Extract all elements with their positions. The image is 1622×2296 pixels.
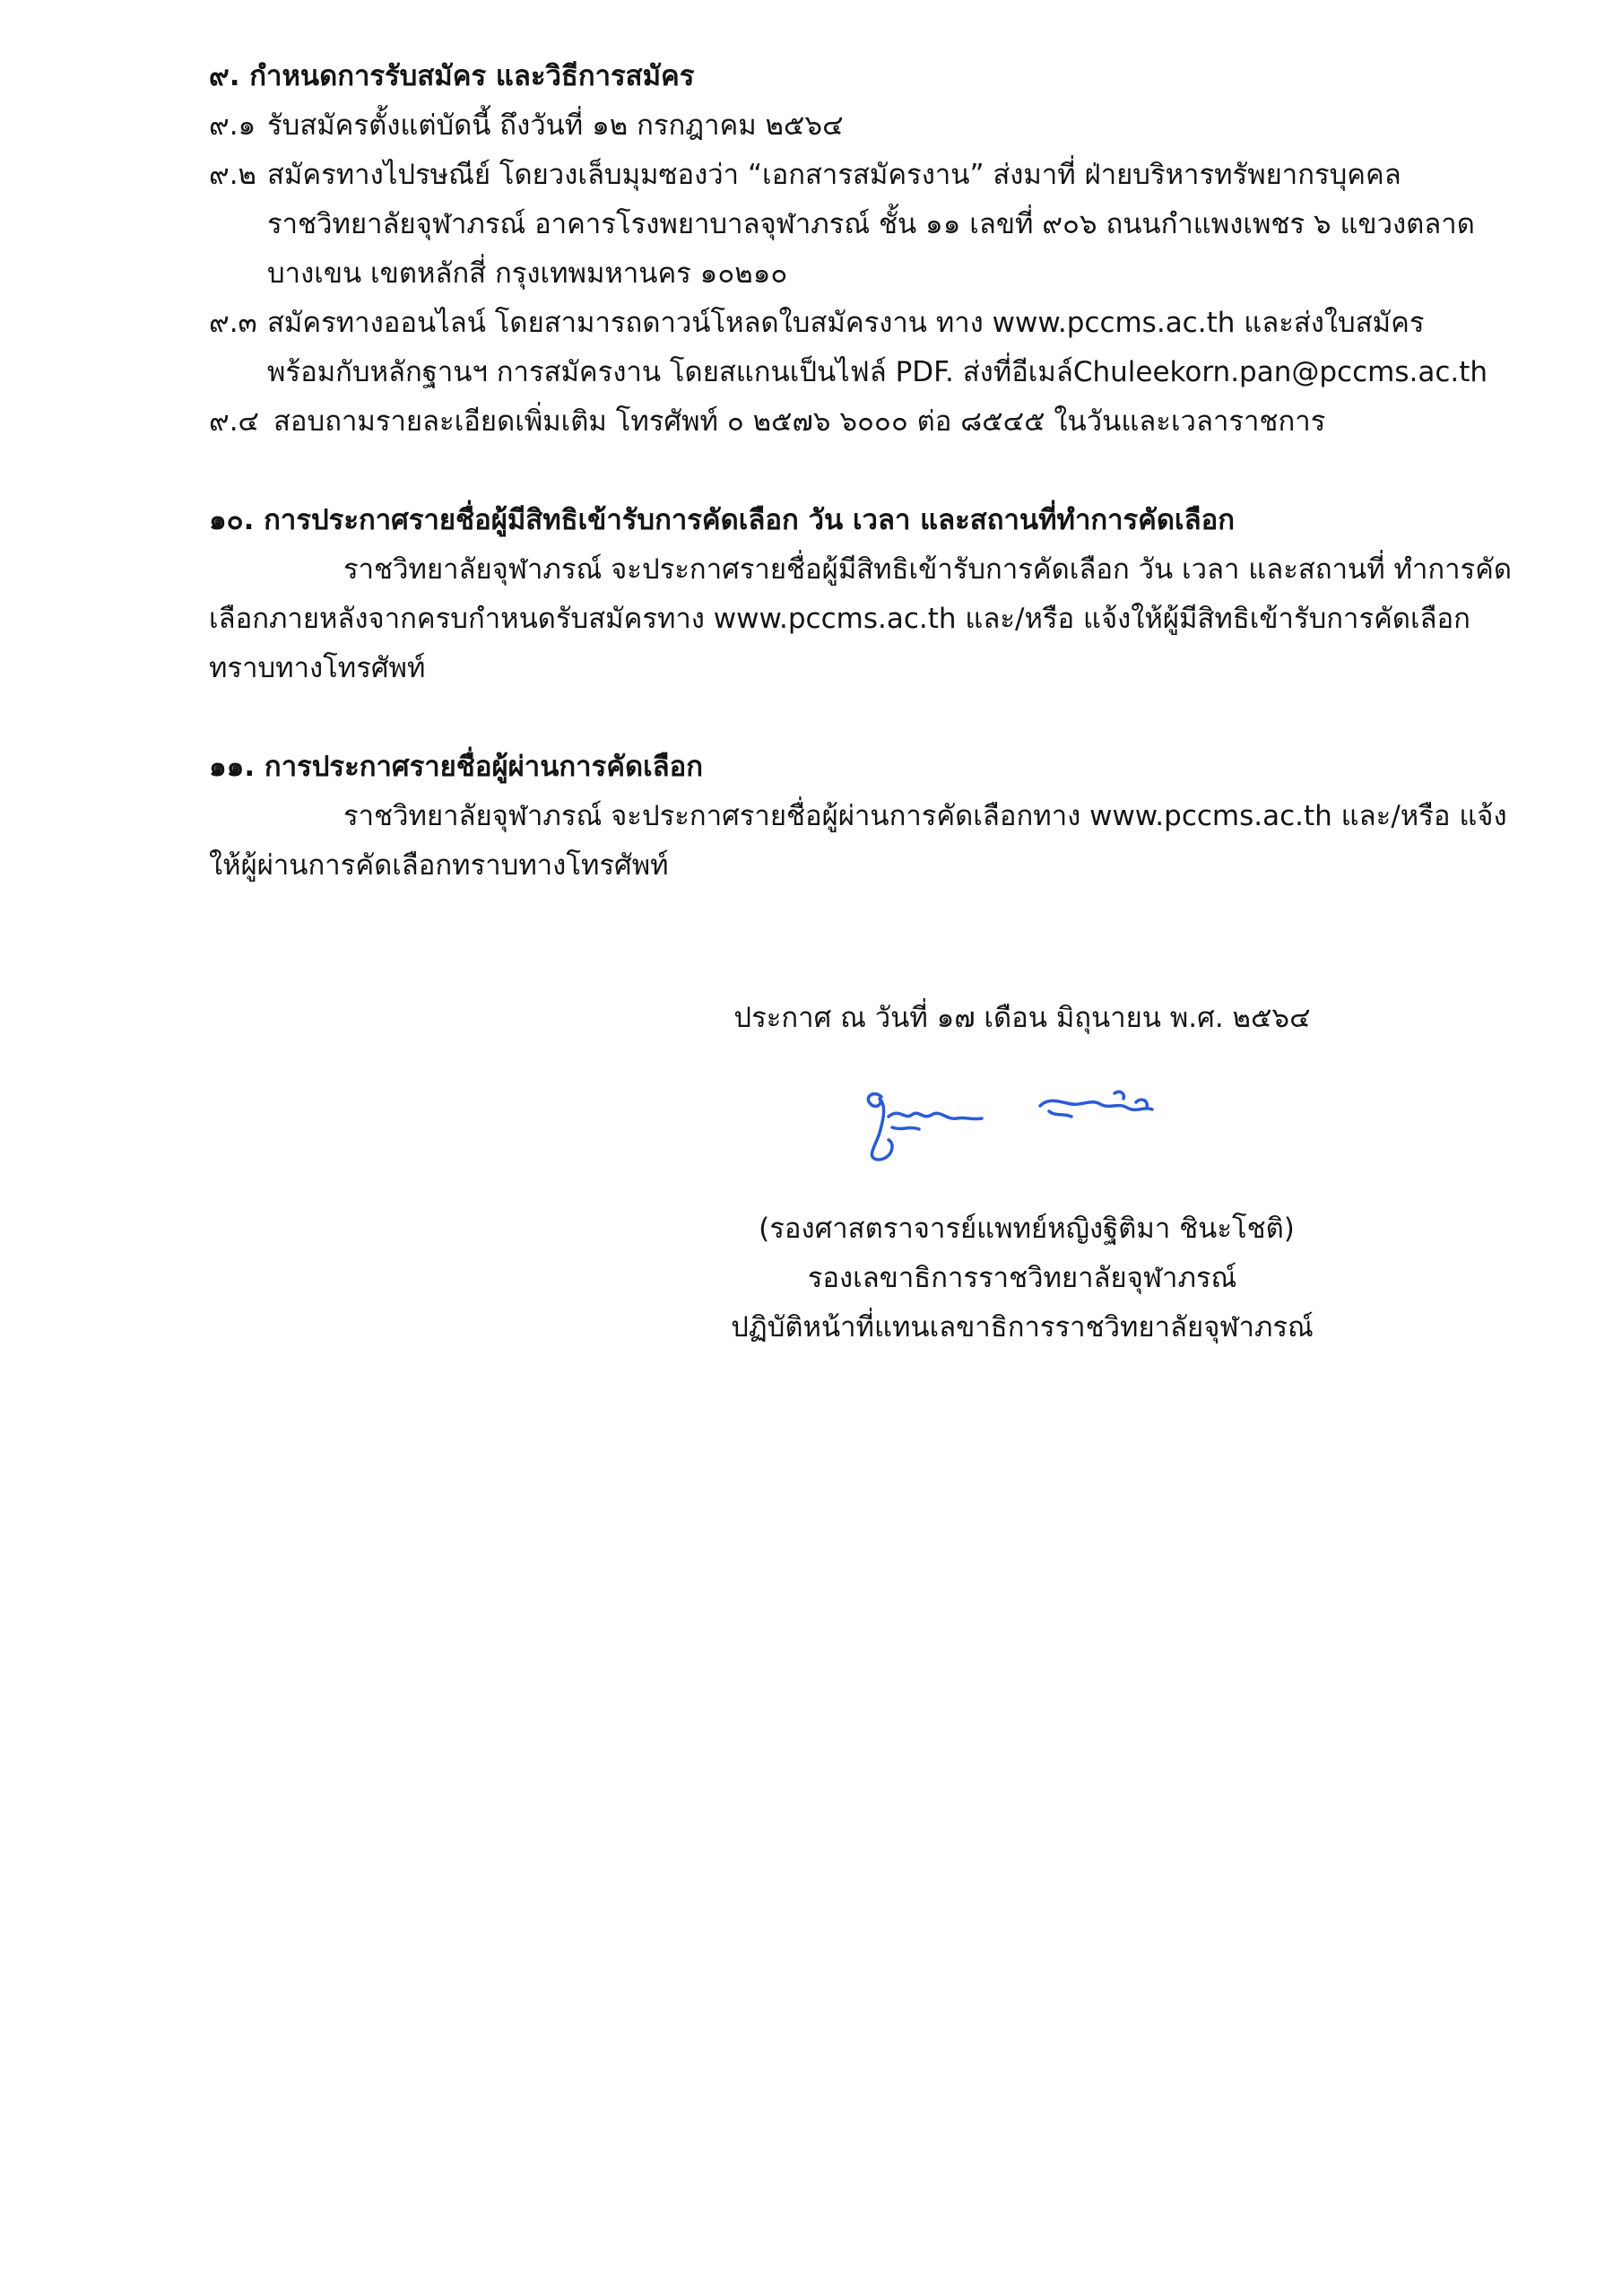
item-9-3-number: ๙.๓ xyxy=(209,307,257,339)
signature-image xyxy=(856,1081,1197,1170)
section-10-line-1: ราชวิทยาลัยจุฬาภรณ์ จะประกาศรายชื่อผู้มีสิทธิเข้ารับการคัดเลือก วัน เวลา และสถานที่ ทำการคัด xyxy=(343,553,1513,586)
section-10-line-2: เลือกภายหลังจากครบกำหนดรับสมัครทาง www.pccms.ac.th และ/หรือ แจ้งให้ผู้มีสิทธิเข้ารับการคัดเลือก xyxy=(209,603,1470,635)
item-9-4-number: ๙.๔ xyxy=(209,405,260,438)
item-9-2-line-3: บางเขน เขตหลักสี่ กรุงเทพมหานคร ๑๐๒๑๐ xyxy=(267,257,788,290)
section-11-heading: ๑๑. การประกาศรายชื่อผู้ผ่านการคัดเลือก xyxy=(209,751,704,783)
item-9-4-text: สอบถามรายละเอียดเพิ่มเติม โทรศัพท์ ๐ ๒๕๗๖ ๖๐๐๐ ต่อ ๘๕๔๕ ในวันและเวลาราชการ xyxy=(273,405,1326,438)
signer-title-2: ปฏิบัติหน้าที่แทนเลขาธิการราชวิทยาลัยจุฬาภรณ์ xyxy=(731,1311,1314,1344)
item-9-2-line-2: ราชวิทยาลัยจุฬาภรณ์ อาคารโรงพยาบาลจุฬาภรณ์ ชั้น ๑๑ เลขที่ ๙๐๖ ถนนกำแพงเพชร ๖ แขวงตลาด xyxy=(267,208,1475,240)
item-9-2-line-1: สมัครทางไปรษณีย์ โดยวงเล็บมุมซองว่า “เอกสารสมัครงาน” ส่งมาที่ ฝ่ายบริหารทรัพยากรบุคคล xyxy=(267,159,1401,191)
item-9-3-line-1: สมัครทางออนไลน์ โดยสามารถดาวน์โหลดใบสมัครงาน ทาง www.pccms.ac.th และส่งใบสมัคร xyxy=(267,307,1425,339)
signer-title-1: รองเลขาธิการราชวิทยาลัยจุฬาภรณ์ xyxy=(807,1262,1237,1294)
item-9-1-number: ๙.๑ xyxy=(209,109,256,142)
item-9-1-text: รับสมัครตั้งแต่บัดนี้ ถึงวันที่ ๑๒ กรกฎาคม ๒๕๖๔ xyxy=(267,109,844,142)
section-11-line-2: ให้ผู้ผ่านการคัดเลือกทราบทางโทรศัพท์ xyxy=(209,849,669,882)
section-10-heading: ๑๐. การประกาศรายชื่อผู้มีสิทธิเข้ารับการคัดเลือก วัน เวลา และสถานที่ทำการคัดเลือก xyxy=(209,504,1236,536)
item-9-3-line-2: พร้อมกับหลักฐานฯ การสมัครงาน โดยสแกนเป็นไฟล์ PDF. ส่งที่อีเมล์Chuleekorn.pan@pccms.ac.th xyxy=(267,356,1488,388)
signer-name: (รองศาสตราจารย์แพทย์หญิงฐิติมา ชินะโชติ) xyxy=(759,1213,1295,1245)
section-10-line-3: ทราบทางโทรศัพท์ xyxy=(209,652,426,684)
announcement-date: ประกาศ ณ วันที่ ๑๗ เดือน มิถุนายน พ.ศ. ๒๕๖๔ xyxy=(733,1002,1311,1034)
item-9-2-number: ๙.๒ xyxy=(209,159,256,191)
section-11-line-1: ราชวิทยาลัยจุฬาภรณ์ จะประกาศรายชื่อผู้ผ่านการคัดเลือกทาง www.pccms.ac.th และ/หรือ แจ้ง xyxy=(343,800,1507,832)
section-9-heading: ๙. กำหนดการรับสมัคร และวิธีการสมัคร xyxy=(209,60,695,92)
